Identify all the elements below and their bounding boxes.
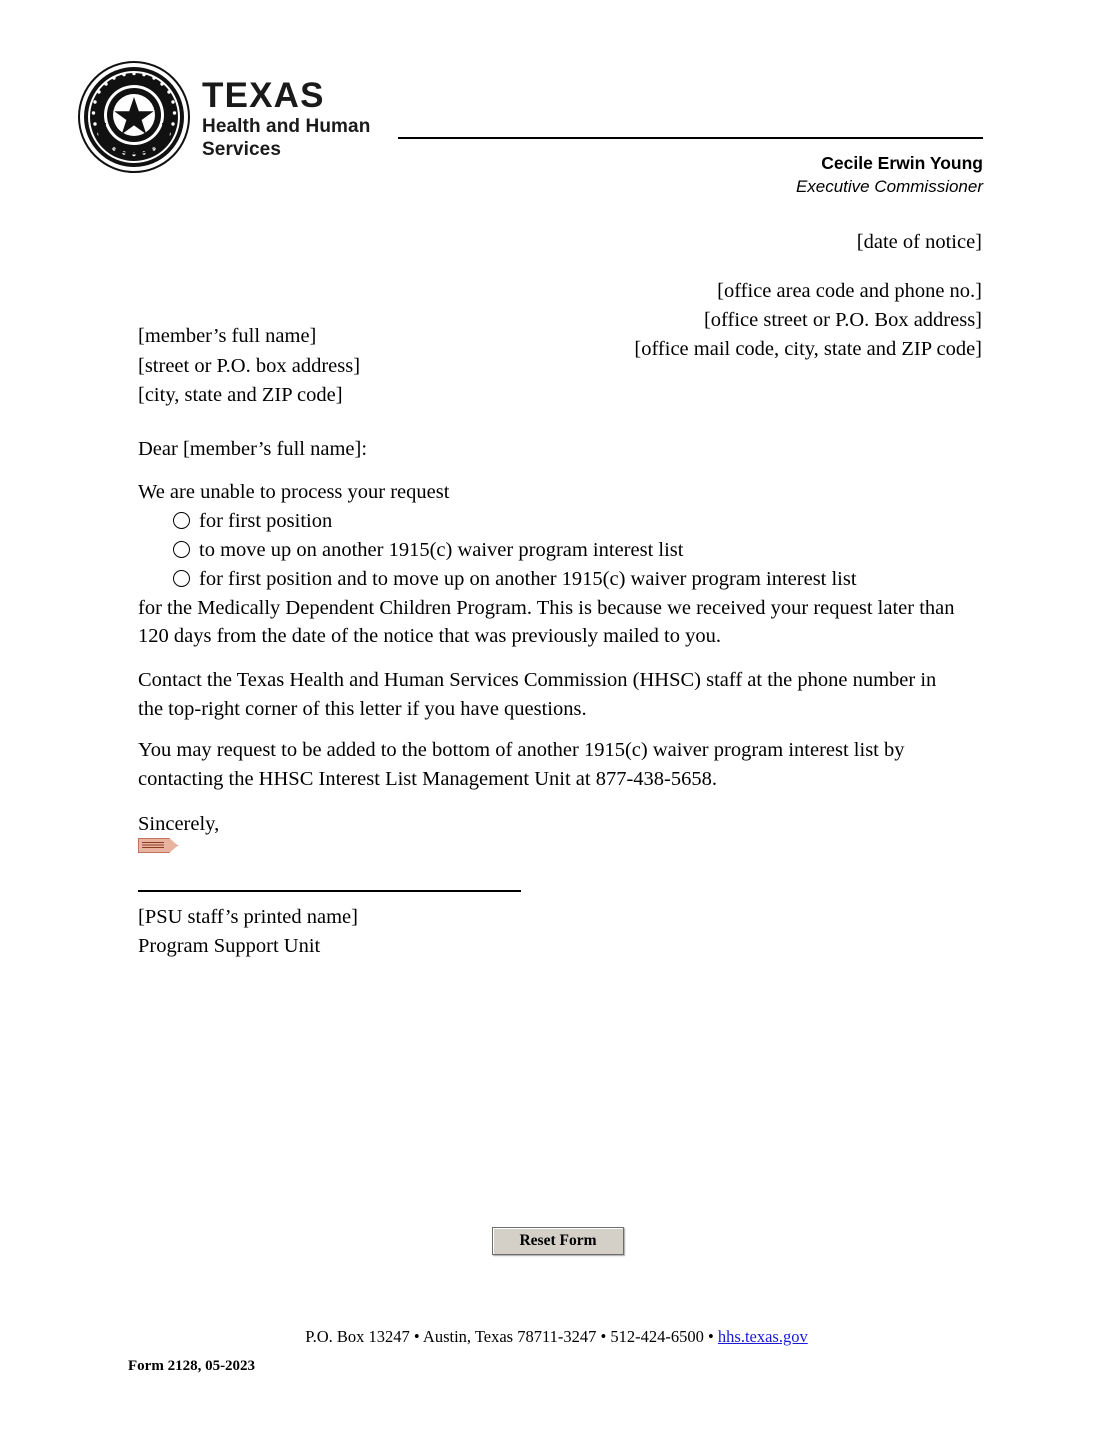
signature-field[interactable] — [138, 838, 178, 853]
commissioner-name: Cecile Erwin Young — [821, 153, 983, 173]
signer-unit: Program Support Unit — [138, 935, 321, 957]
member-name-line[interactable]: [member’s full name] — [138, 325, 317, 347]
office-citystate-line[interactable]: [office mail code, city, state and ZIP code] — [634, 338, 982, 360]
request-intro: We are unable to process your request — [138, 481, 450, 503]
member-citystate-line[interactable]: [city, state and ZIP code] — [138, 384, 343, 406]
logo-wordmark — [202, 77, 370, 161]
option-move-up[interactable] — [173, 536, 968, 565]
logo-line-texas: TEXAS — [202, 76, 325, 115]
option-first-position[interactable] — [173, 507, 968, 536]
office-address-block — [634, 277, 982, 364]
date-of-notice[interactable]: [date of notice] — [856, 231, 982, 253]
signature-field-marker-icon — [142, 842, 164, 848]
signature-rule — [138, 890, 521, 892]
texas-hhs-seal-icon — [78, 61, 190, 173]
member-street-line[interactable]: [street or P.O. box address] — [138, 354, 361, 377]
salutation-line: Dear [member’s full name]: — [138, 438, 368, 460]
signer-name[interactable]: [PSU staff’s printed name] — [138, 906, 358, 928]
form-number: Form 2128, 05-2023 — [128, 1358, 256, 1374]
letterhead — [78, 55, 983, 195]
closing-line: Sincerely, — [138, 813, 220, 835]
footer-website-link[interactable]: hhs.texas.gov — [717, 1327, 808, 1346]
request-paragraph — [138, 478, 968, 651]
logo-line-health: Health and Human — [202, 116, 371, 137]
office-phone-line[interactable]: [office area code and phone no.] — [717, 280, 982, 302]
logo-line-services: Services — [202, 139, 281, 160]
interest-list-paragraph: You may request to be added to the bottom of another 1915(c) waiver program interest list by contacting the HHSC Interest List Management Unit at 877-438-5658. — [138, 739, 905, 790]
option-first-position-and-move-up[interactable] — [173, 565, 968, 594]
option-label: for first position — [199, 509, 333, 532]
commissioner-block — [463, 151, 983, 199]
header-divider — [398, 137, 983, 139]
reset-form-button[interactable]: Reset Form — [492, 1227, 624, 1255]
radio-button-icon[interactable] — [173, 512, 190, 529]
office-street-line[interactable]: [office street or P.O. Box address] — [703, 309, 982, 331]
request-options-list — [138, 507, 968, 594]
radio-button-icon[interactable] — [173, 541, 190, 558]
footer-address-text: P.O. Box 13247 • Austin, Texas 78711-3247 • 512-424-6500 • — [305, 1327, 718, 1346]
request-continued: for the Medically Dependent Children Program. This is because we received your request later than 120 days from the date of the notice that was previously mailed to you. — [138, 596, 955, 647]
radio-button-icon[interactable] — [173, 570, 190, 587]
member-address-block — [138, 322, 360, 411]
signer-block — [138, 903, 358, 961]
option-label: for first position and to move up on another 1915(c) waiver program interest list — [199, 567, 857, 590]
option-label: to move up on another 1915(c) waiver program interest list — [199, 538, 684, 561]
contact-paragraph: Contact the Texas Health and Human Services Commission (HHSC) staff at the phone number in the top-right corner of this letter if you have questions. — [138, 669, 937, 720]
commissioner-title: Executive Commissioner — [795, 177, 983, 196]
footer-address — [0, 1327, 1113, 1347]
